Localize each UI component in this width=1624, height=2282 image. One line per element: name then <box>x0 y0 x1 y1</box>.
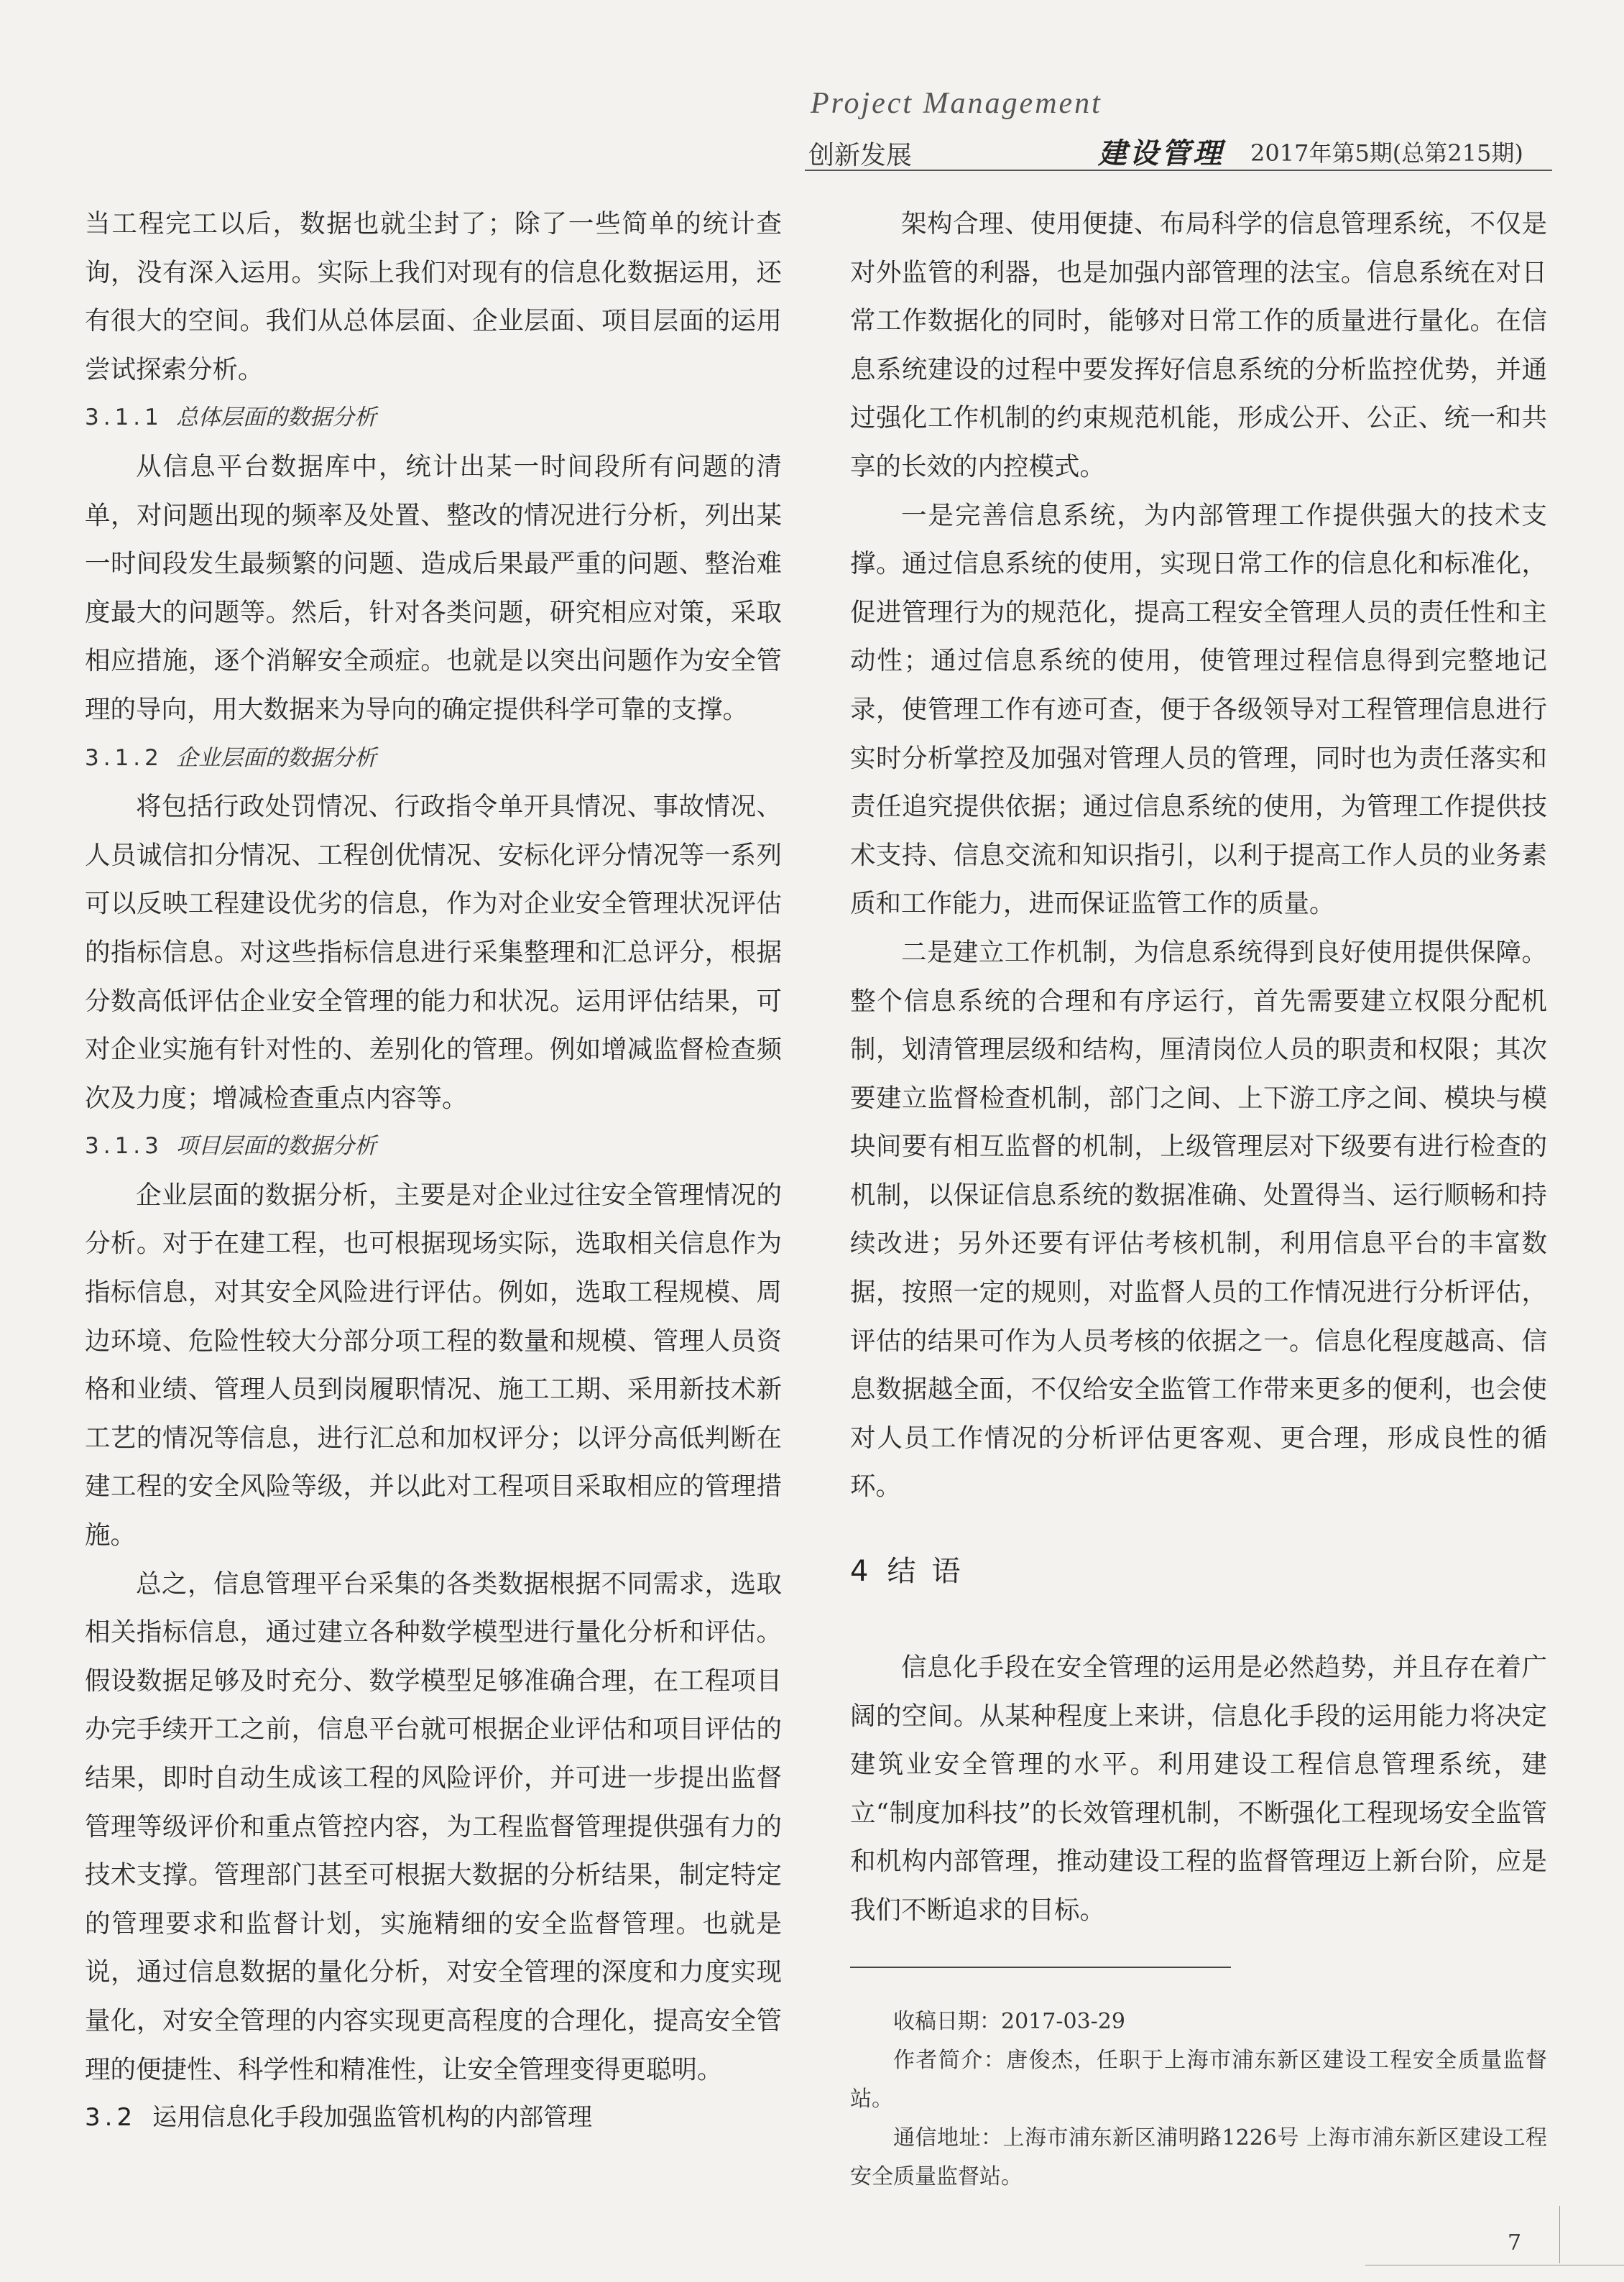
footnote-divider <box>850 1967 1231 1968</box>
paragraph-second-measure: 二是建立工作机制，为信息系统得到良好使用提供保障。整个信息系统的合理和有序运行，首先需要建立权限分配机制，划清管理层级和结构，厘清岗位人员的职责和权限；其次要建立监督检查机制，部门之间、上下游工序之间、模块与模块间要有相互监督的机制，上级管理层对下级要有进行检查的机制，以保证信息系统的数据准确、处置得当、运行顺畅和持续改进；另外还要有评估考核机制，利用信息平台的丰富数据，按照一定的规则，对监督人员的工作情况进行分析评估，评估的结果可作为人员考核的依据之一。信息化程度越高、信息数据越全面，不仅给安全监管工作带来更多的便利，也会使对人员工作情况的分析评估更客观、更合理，形成良性的循环。 <box>850 937 1547 1502</box>
paragraph-system: 架构合理、使用便捷、布局科学的信息管理系统，不仅是对外监管的利器，也是加强内部管理的法宝。信息系统在对日常工作数据化的同时，能够对日常工作的质量进行量化。在信息系统建设的过程中要发挥好信息系统的分析监控优势，并通过强化工作机制的约束规范机能，形成公开、公正、统一和共享的长效的内控模式。 <box>850 209 1547 481</box>
paragraph-summary: 总之，信息管理平台采集的各类数据根据不同需求，选取相关指标信息，通过建立各种数学模型进行量化分析和评估。假设数据足够及时充分、数学模型足够准确合理，在工程项目办完手续开工之前，信息平台就可根据企业评估和项目评估的结果，即时自动生成该工程的风险评价，并可进一步提出监督管理等级评价和重点管控内容，为工程监督管理提供强有力的技术支撑。管理部门甚至可根据大数据的分析结果，制定特定的管理要求和监督计划，实施精细的安全监督管理。也就是说，通过信息数据的量化分析，对安全管理的深度和力度实现量化，对安全管理的内容实现更高程度的合理化，提高安全管理的便捷性、科学性和精准性，让安全管理变得更聪明。 <box>85 1569 782 2084</box>
heading-title: 结语 <box>887 1555 977 1589</box>
crop-mark-vertical <box>1559 2206 1560 2263</box>
heading-number: 3.1.3 <box>85 1133 163 1160</box>
heading-3-1-3 <box>85 1122 782 1171</box>
author-bio: 作者简介：唐俊杰，任职于上海市浦东新区建设工程安全质量监督站。 <box>850 2047 1547 2112</box>
heading-number: 3.2 <box>85 2103 137 2133</box>
paragraph-3-1-3: 企业层面的数据分析，主要是对企业过往安全管理情况的分析。对于在建工程，也可根据现场实际，选取相关信息作为指标信息，对其安全风险进行评估。例如，选取工程规模、周边环境、危险性较大分部分项工程的数量和规模、管理人员资格和业绩、管理人员到岗履职情况、施工工期、采用新技术新工艺的情况等信息，进行汇总和加权评分；以评分高低判断在建工程的安全风险等级，并以此对工程项目采取相应的管理措施。 <box>85 1180 782 1551</box>
journal-english-title: Project Management <box>811 87 1102 120</box>
heading-title: 企业层面的数据分析 <box>175 744 377 771</box>
correspondence-address: 通信地址：上海市浦东新区浦明路1226号 上海市浦东新区建设工程安全质量监督站。 <box>850 2125 1547 2189</box>
heading-title: 运用信息化手段加强监管机构的内部管理 <box>152 2103 593 2133</box>
section-label: 创新发展 <box>808 141 913 170</box>
header-divider <box>805 170 1552 171</box>
heading-3-1-1 <box>85 394 782 443</box>
paragraph-intro: 当工程完工以后，数据也就尘封了；除了一些简单的统计查询，没有深入运用。实际上我们对现有的信息化数据运用，还有很大的空间。我们从总体层面、企业层面、项目层面的运用尝试探索分析。 <box>85 209 782 384</box>
right-column <box>850 200 1547 2196</box>
paragraph-3-1-1: 从信息平台数据库中，统计出某一时间段所有问题的清单，对问题出现的频率及处置、整改的情况进行分析，列出某一时间段发生最频繁的问题、造成后果最严重的问题、整治难度最大的问题等。然后，针对各类问题，研究相应对策，采取相应措施，逐个消解安全顽症。也就是以突出问题作为安全管理的导向，用大数据来为导向的确定提供科学可靠的支撑。 <box>85 451 782 724</box>
issue-info: 2017年第5期(总第215期) <box>1250 139 1523 167</box>
heading-3-1-2 <box>85 734 782 783</box>
paragraph-conclusion: 信息化手段在安全管理的运用是必然趋势，并且存在着广阔的空间。从某种程度上来讲，信息化手段的运用能力将决定建筑业安全管理的水平。利用建设工程信息管理系统，建立“制度加科技”的长效管理机制，不断强化工程现场安全监管和机构内部管理，推动建设工程的监督管理迈上新台阶，应是我们不断追求的目标。 <box>850 1653 1547 1925</box>
heading-3-2 <box>85 2094 782 2143</box>
heading-number: 3.1.1 <box>85 405 163 431</box>
heading-number: 3.1.2 <box>85 744 163 771</box>
heading-title: 总体层面的数据分析 <box>175 405 377 431</box>
left-column <box>85 200 782 2143</box>
journal-title: 建设管理 <box>1098 137 1224 170</box>
paragraph-first-measure: 一是完善信息系统，为内部管理工作提供强大的技术支撑。通过信息系统的使用，实现日常工作的信息化和标准化，促进管理行为的规范化，提高工程安全管理人员的责任性和主动性；通过信息系统的使用，使管理过程信息得到完整地记录，使管理工作有迹可查，便于各级领导对工程管理信息进行实时分析掌控及加强对管理人员的管理，同时也为责任落实和责任追究提供依据；通过信息系统的使用，为管理工作提供技术支持、信息交流和知识指引，以利于提高工作人员的业务素质和工作能力，进而保证监管工作的质量。 <box>850 500 1547 919</box>
heading-number: 4 <box>850 1555 869 1589</box>
received-date: 收稿日期：2017-03-29 <box>893 2008 1125 2034</box>
heading-conclusion <box>850 1550 1547 1593</box>
paragraph-3-1-2: 将包括行政处罚情况、行政指令单开具情况、事故情况、人员诚信扣分情况、工程创优情况、安标化评分情况等一系列可以反映工程建设优劣的信息，作为对企业安全管理状况评估的指标信息。对这些指标信息进行采集整理和汇总评分，根据分数高低评估企业安全管理的能力和状况。运用评估结果，可对企业实施有针对性的、差别化的管理。例如增减监督检查频次及力度；增减检查重点内容等。 <box>85 792 782 1113</box>
page-number: 7 <box>1508 2230 1522 2255</box>
heading-title: 项目层面的数据分析 <box>175 1133 377 1160</box>
